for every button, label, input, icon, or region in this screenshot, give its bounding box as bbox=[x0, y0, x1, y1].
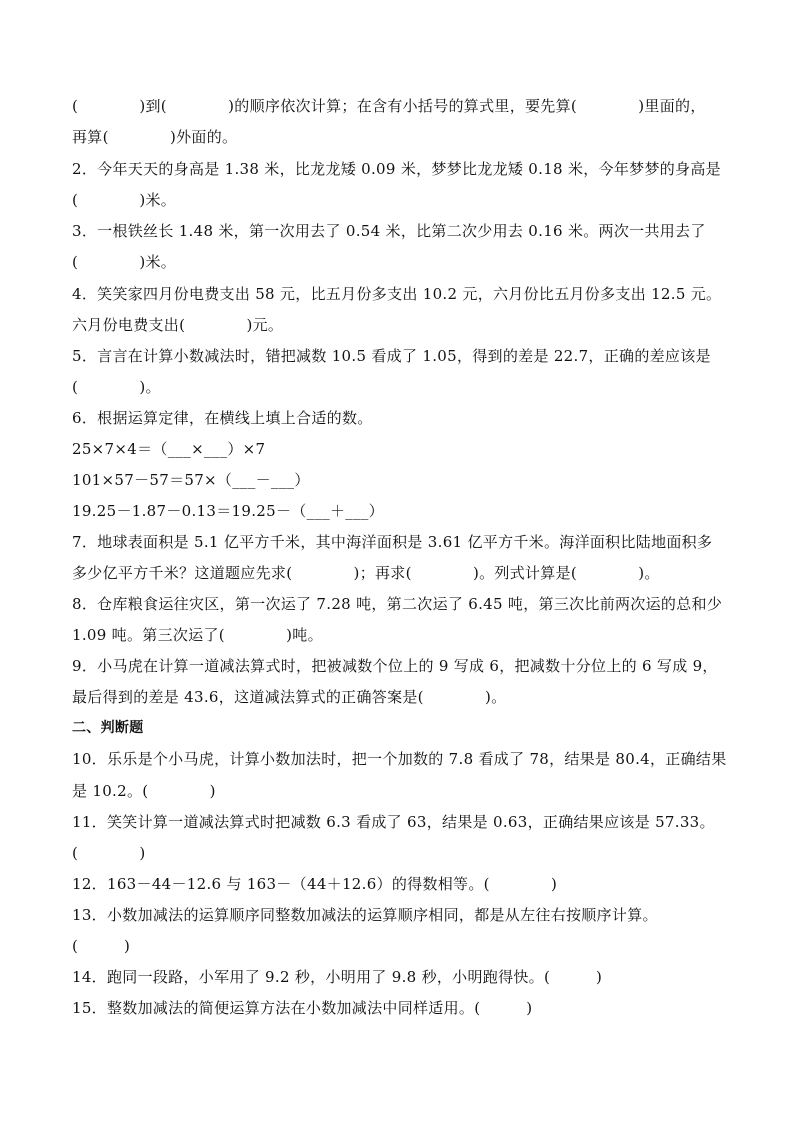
question-12: 12．163－44－12.6 与 163－（44＋12.6）的得数相等。( ) bbox=[72, 875, 558, 893]
section-heading: 二、判断题 bbox=[72, 720, 144, 736]
equation-line: 25×7×4＝（___×___）×7 bbox=[72, 440, 266, 458]
text-line: ( )米。 bbox=[72, 191, 177, 209]
question-6: 6．根据运算定律，在横线上填上合适的数。 bbox=[72, 409, 373, 427]
text-line: 最后得到的差是 43.6，这道减法算式的正确答案是( )。 bbox=[72, 688, 507, 706]
text-line: 六月份电费支出( )元。 bbox=[72, 316, 284, 334]
question-8: 8．仓库粮食运往灾区，第一次运了 7.28 吨，第二次运了 6.45 吨，第三次比前两次运的总和少 bbox=[72, 595, 723, 613]
question-15: 15．整数加减法的简便运算方法在小数加减法中同样适用。( ) bbox=[72, 999, 533, 1017]
question-11: 11．笑笑计算一道减法算式时把减数 6.3 看成了 63，结果是 0.63，正确结果应该是 57.33。 bbox=[72, 813, 715, 831]
question-10: 10．乐乐是个小马虎，计算小数加法时，把一个加数的 7.8 看成了 78，结果是 80.4，正确结果 bbox=[72, 750, 727, 768]
question-13: 13．小数加减法的运算顺序同整数加减法的运算顺序相同，都是从左往右按顺序计算。 bbox=[72, 906, 658, 924]
question-7: 7．地球表面积是 5.1 亿平方千米，其中海洋面积是 3.61 亿平方千米。海洋面积比陆地面积多 bbox=[72, 533, 713, 551]
text-line: 是 10.2。( ) bbox=[72, 782, 216, 800]
text-line: ( )。 bbox=[72, 378, 161, 396]
question-5: 5．言言在计算小数减法时，错把减数 10.5 看成了 1.05，得到的差是 22.7，正确的差应该是 bbox=[72, 347, 711, 365]
text-line: ( ) bbox=[72, 937, 131, 955]
equation-line: 19.25－1.87－0.13＝19.25－（___＋___） bbox=[72, 502, 384, 520]
question-9: 9．小马虎在计算一道减法算式时，把被减数个位上的 9 写成 6，把减数十分位上的 6 写成 9， bbox=[72, 657, 718, 675]
text-line: 多少亿平方千米？这道题应先求( )；再求( )。列式计算是( )。 bbox=[72, 564, 660, 582]
text-line: 再算( )外面的。 bbox=[72, 128, 238, 146]
question-2: 2．今年天天的身高是 1.38 米，比龙龙矮 0.09 米，梦梦比龙龙矮 0.18 米，今年梦梦的身高是 bbox=[72, 160, 721, 178]
question-14: 14．跑同一段路，小军用了 9.2 秒，小明用了 9.8 秒，小明跑得快。( ) bbox=[72, 968, 603, 986]
text-line: ( )米。 bbox=[72, 253, 177, 271]
question-4: 4．笑笑家四月份电费支出 58 元，比五月份多支出 10.2 元，六月份比五月份多支出 12.5 元。 bbox=[72, 285, 722, 303]
question-3: 3．一根铁丝长 1.48 米，第一次用去了 0.54 米，比第二次少用去 0.16 米。两次一共用去了 bbox=[72, 222, 706, 240]
text-line: ( ) bbox=[72, 844, 146, 862]
text-line: ( )到( )的顺序依次计算；在含有小括号的算式里，要先算( )里面的， bbox=[72, 97, 706, 115]
equation-line: 101×57－57＝57×（___－___） bbox=[72, 471, 310, 489]
text-line: 1.09 吨。第三次运了( )吨。 bbox=[72, 626, 323, 644]
